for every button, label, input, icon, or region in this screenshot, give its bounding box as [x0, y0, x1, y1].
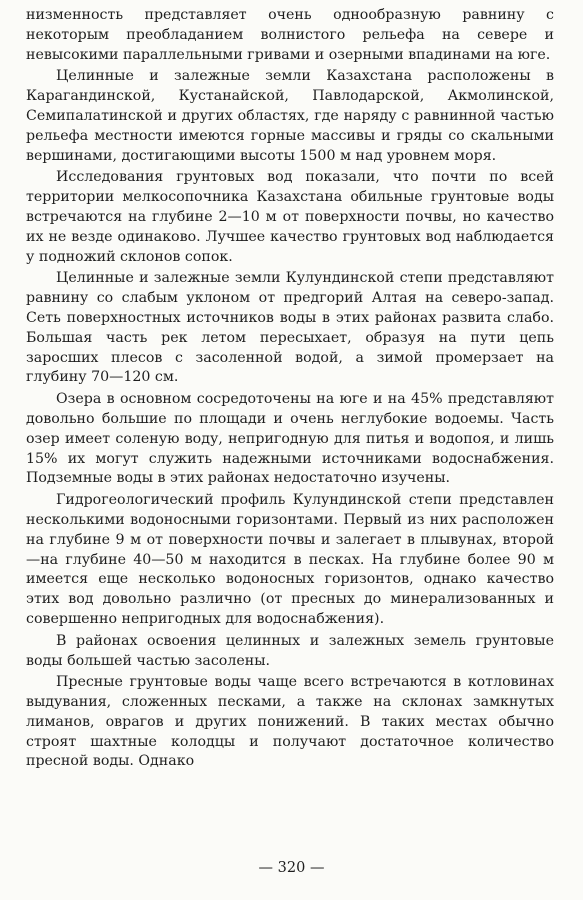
paragraph-2: Целинные и залежные земли Казахстана расположены в Карагандинской, Кустанайской, Павлодарской, Акмолинской, Семипалатинской и других областях, где наряду с равнинной частью рельефа местности имеются горные массивы и гряды со скальными вершинами, достигающими высоты 1500 м над уровнем моря.	[26, 68, 554, 164]
paragraph-3: Исследования грунтовых вод показали, что почти по всей территории мелкосопочника Казахстана обильные грунтовые воды встречаются на глубине 2—10 м от поверхности почвы, но качество их не везде одинаково. Лучшее качество грунтовых вод наблюдается у подножий склонов сопок.	[26, 169, 554, 265]
paragraph-5: Озера в основном сосредоточены на юге и на 45% представляют довольно большие по площади и очень неглубокие водоемы. Часть озер имеет соленую воду, непригодную для питья и водопоя, и лишь 15% их могут служить надежными источниками водоснабжения. Подземные воды в этих районах недостаточно изучены.	[26, 391, 554, 487]
paragraph-8: Пресные грунтовые воды чаще всего встречаются в котловинах выдувания, сложенных песками, а также на склонах замкнутых лиманов, оврагов и других понижений. В таких местах обычно строят шахтные колодцы и получают достаточное количество пресной воды. Однако	[26, 674, 554, 770]
page-body	[26, 6, 554, 774]
paragraph-4: Целинные и залежные земли Кулундинской степи представляют равнину со слабым уклоном от предгорий Алтая на северо-запад. Сеть поверхностных источников воды в этих районах развита слабо. Большая часть рек летом пересыхает, образуя на пути цепь заросших плесов с засоленной водой, а зимой промерзает на глубину 70—120 см.	[26, 270, 554, 386]
paragraph-6: Гидрогеологический профиль Кулундинской степи представлен несколькими водоносными горизонтами. Первый из них расположен на глубине 9 м от поверхности почвы и залегает в плывунах, второй—на глубине 40—50 м находится в песках. На глубине более 90 м имеется еще несколько водоносных горизонтов, однако качество этих вод довольно различно (от пресных до минерализованных и совершенно непригодных для водоснабжения).	[26, 492, 554, 627]
paragraph-1: низменность представляет очень однообразную равнину с некоторым преобладанием волнистого рельефа на севере и невысокими параллельными гривами и озерными впадинами на юге.	[26, 7, 554, 63]
page-number: — 320 —	[258, 860, 325, 876]
paragraph-7: В районах освоения целинных и залежных земель грунтовые воды большей частью засолены.	[26, 632, 554, 669]
